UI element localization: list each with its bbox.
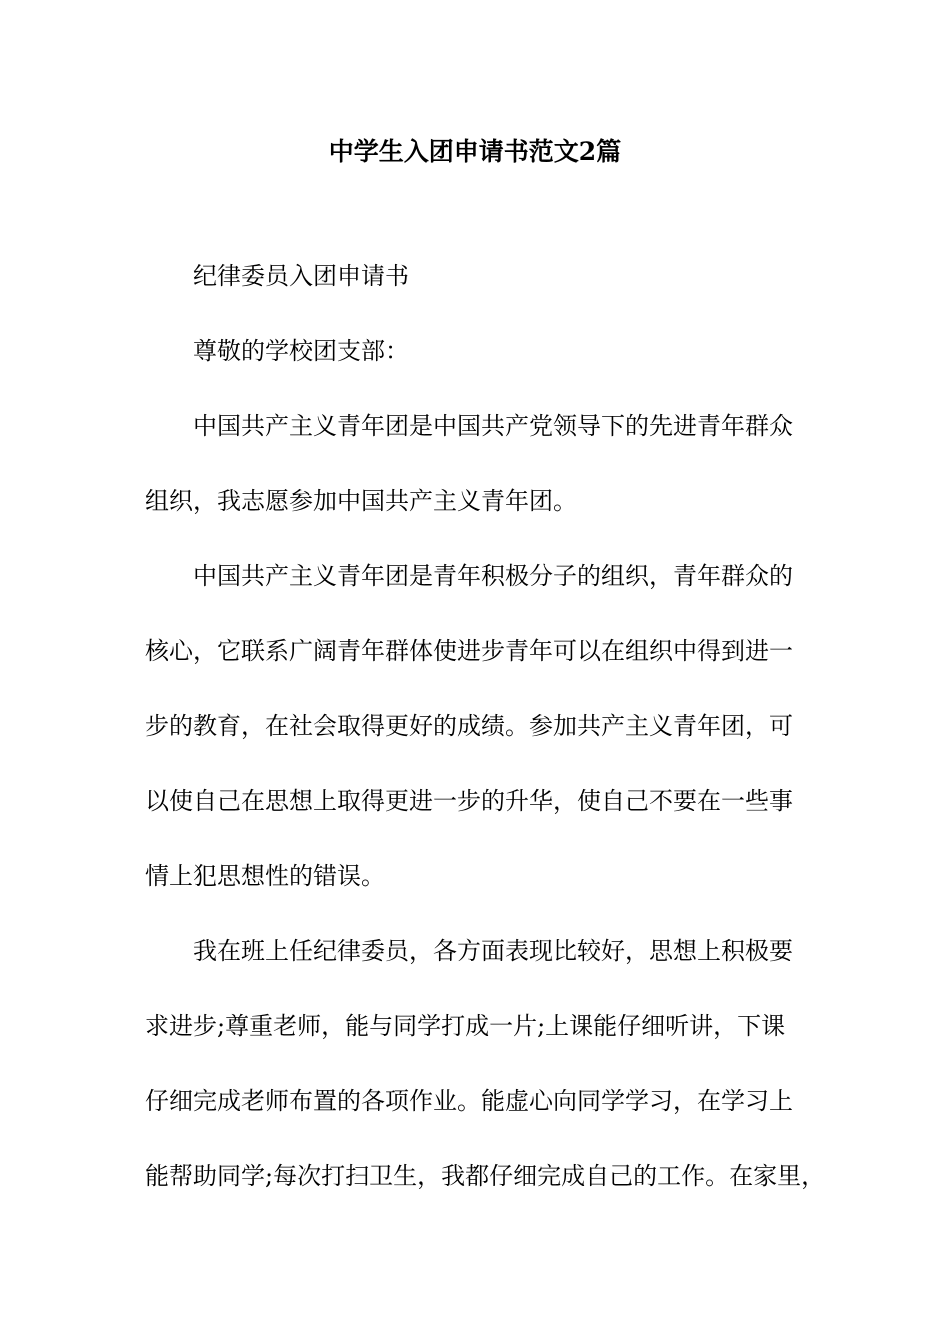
salutation: 尊敬的学校团支部：	[193, 337, 409, 365]
paragraph-line: 组织，我志愿参加中国共产主义青年团。	[145, 487, 577, 515]
paragraph-line: 步的教育，在社会取得更好的成绩。参加共产主义青年团，可	[145, 712, 793, 740]
paragraph-line: 我在班上任纪律委员，各方面表现比较好，思想上积极要	[193, 937, 793, 965]
paragraph-line: 能帮助同学;每次打扫卫生，我都仔细完成自己的工作。在家里，	[145, 1162, 826, 1190]
paragraph-line: 情上犯思想性的错误。	[145, 862, 385, 890]
letter-heading: 纪律委员入团申请书	[193, 262, 409, 290]
document-title: 中学生入团申请书范文2篇	[328, 137, 622, 166]
paragraph-line: 中国共产主义青年团是中国共产党领导下的先进青年群众	[193, 412, 793, 440]
paragraph-line: 中国共产主义青年团是青年积极分子的组织，青年群众的	[193, 562, 793, 590]
paragraph-line: 核心，它联系广阔青年群体使进步青年可以在组织中得到进一	[145, 637, 793, 665]
paragraph-line: 仔细完成老师布置的各项作业。能虚心向同学学习，在学习上	[145, 1087, 793, 1115]
paragraph-line: 以使自己在思想上取得更进一步的升华，使自己不要在一些事	[145, 787, 793, 815]
paragraph-line: 求进步;尊重老师，能与同学打成一片;上课能仔细听讲，下课	[145, 1012, 786, 1040]
